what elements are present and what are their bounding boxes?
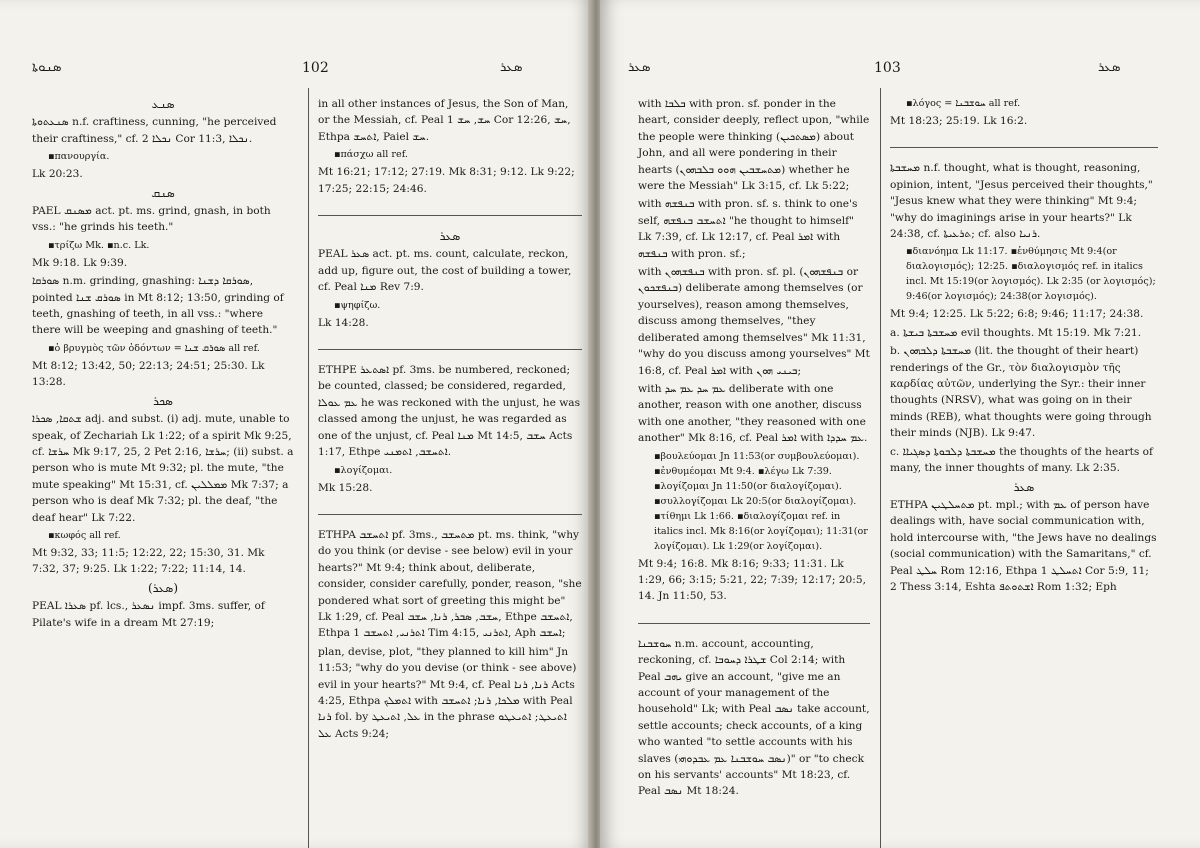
greek-refs: ▪διανόημα Lk 11:17. ▪ἐνθύμησις Mt 9:4(or διαλογισμός); 12:25. ▪διαλογισμός ref. in italics incl. Mt 15:19(or λογισμός). Lk 2:35 (or λογισμός); 9:46(or λογισμός); 24:38(or λογισμός). (906, 246, 1156, 303)
entry-heading: ܣܥܪ (1013, 479, 1035, 494)
entry-text: with ܒܢܦܫܗܘܢ with pron. sf. pl. (ܒܢܦܫܗܘܢ or ܒܢܦܫܟܘܢ) deliberate among themselves (or yourselves), reason among themselves, discuss among themselves, "they deliberated among themselves" Mk 11:31, "why do you discuss among yourselves" Mt 16:8, cf. Peal ܐܡܪ with ܒܝܢܝ ܗܘܢ; (638, 266, 870, 377)
greek-refs: ▪πάσχω all ref. (334, 149, 408, 161)
greek-refs: ▪κωφός all ref. (48, 529, 121, 541)
entry-text: ܫܬܩܐ, ܣܟܪܐ adj. and subst. (i) adj. mute, unable to speak, of Zechariah Lk 1:22; of a spirit Mk 9:25, cf. ܚܪܫܐ Mk 9:17, 25, 2 Pet 2:16, ܚܪܫܐ; (ii) subst. a person who is mute Mt 9:32; pl. the mute, "the mute speaking" Mt 15:31, cf. ܡܡܠܠܝܢ Mk 7:37; a person who is deaf Mk 7:32; pl. the deaf, "the deaf hear" Lk 7:22. (32, 413, 294, 524)
entry-text: plan, devise, plot, "they planned to kill him" Jn 11:53; "why do you devise (or think - see above) evil in your hearts?" Mt 9:4, cf. Peal ܪܢܐ, ܪܢܐ Acts 4:25, Ethpa ܐܬܡܠܟ with ܡܠܟܐ, ܪܢܐ; ܐܬܚܫܒ with Peal ܪܢܐ fol. by ܥܠ, ܐܬܝܥܛ in the phrase ܐܬܝܥܛ; ܐܬܝܥܛܘ ܥܠ Acts 9:24; (318, 645, 577, 740)
entry-text: Mt 8:12; 13:42, 50; 22:13; 24:51; 25:30. Lk 13:28. (32, 359, 265, 389)
entry-text: ܡܚܫܒܬܐ n.f. thought, what is thought, reasoning, opinion, intent, "Jesus perceived their thoughts," "Jesus knew what they were thinking" Mt 9:4; "why do imaginings arise in your hearts?" Lk 24:38, cf. ܬܪܥܝܬܐ; cf. also ܪܢܝܐ. (890, 162, 1153, 241)
entry-text: with ܒܢܦܫܗ with pron. sf. s. think to one's self, ܐܬܚܫܒ ܒܢܦܫܗ "he thought to himself" Lk 7:39, cf. Lk 12:17, cf. Peal ܐܡܪ with ܒܢܦܫܗ with pron. sf.; (638, 198, 858, 260)
greek-refs: ▪λόγος = ܚܘܫܒܢܐ all ref. (906, 98, 1021, 109)
entry-text: Mt 16:21; 17:12; 27:19. Mk 8:31; 9:12. Lk 9:22; 17:25; 22:15; 24:46. (318, 166, 575, 195)
entry-text: in all other instances of Jesus, the Son of Man, or the Messiah, cf. Peal ܚܫ, ܚܫ 1 Cor 12:26, ܚܫ, Ethpa ܐܬܚܫ, Paiel ܚܫ. (318, 98, 571, 143)
column-left (638, 96, 870, 802)
entry-text: PEAL ܣܥܪܐ pf. lcs., ܢܣܥܪ impf. 3ms. suffer, of Pilate's wife in a dream Mt 27:19; (32, 600, 265, 629)
entry-text: Mk 15:28. (318, 481, 373, 494)
entry-text: a. ܡܚܫܒܬܐ ܒܝܫܬܐ evil thoughts. Mt 15:19. Mk 7:21. (890, 326, 1142, 339)
greek-refs: ▪ὁ βρυγμὸς τῶν ὀδόντων = ܣܘܪܩ ܫܢܐ all ref. (48, 342, 260, 354)
column-divider (308, 88, 309, 848)
column-left (32, 96, 294, 633)
entry-text: ܣܢܥܬܘܬܐ n.f. craftiness, cunning, "he perceived their craftiness," cf. ܢܟܠܐ 2 Cor 11:3, ܢܟܠܐ. (32, 116, 277, 145)
section-rule (638, 623, 870, 624)
entry-text: ETHPA ܡܬܚܠܛܝܢ pt. mpl.; with ܥܡ of person have dealings with, have social communication with, hold intercourse with, "the Jews have no dealings (social communication) with the Samaritans," cf. Peal ܚܠܛ Rom 12:16, Ethpa ܐܬܚܠܛ 1 Cor 5:9, 11; 2 Thess 3:14, Eshta ܐܫܬܘܬܦ Rom 1:32; Eph (890, 498, 1157, 593)
entry-heading: ܣܟܪ (153, 393, 173, 408)
entry-heading: ܣܥܪ (439, 229, 461, 244)
entry-text: Mt 9:4; 12:25. Lk 5:22; 6:8; 9:46; 11:17; 24:38. (890, 308, 1144, 321)
entry-text: PEAL ܣܥܪ act. pt. ms. count, calculate, reckon, add up, figure out, the cost of building a tower, cf. Peal ܡܢܐ Rev 7:9. (318, 248, 572, 294)
greek-refs: ▪λογίζομαι. (334, 464, 393, 476)
entry-text: with ܥܡ ܚܕ ܥܡ ܚܕ deliberate with one another, reason with one another, discuss with one another, "they reasoned with one another" Mk 8:16, cf. Peal ܐܡܪ with ܥܡ ܚܕܕܐ. (638, 382, 868, 445)
entry-text: ETHPA ܐܬܚܫܒ pf. 3ms., ܡܬܚܫܒ pt. ms. think, "why do you think (or devise - see below) evil in your hearts?" Mt 9:4; think about, deliberate, consider, consider carefully, ponder, reason, "she pondered what sort of greeting this might be" Lk 1:29, cf. Peal ܚܫܒ, ܣܒܪ, ܪܢܐ, ܚܫܒ, Ethpe ܐܬܚܫܒ, Ethpa ܐܬܪܢܝ, ܐܬܚܫܒ 1 Tim 4:15, ܐܬܪܢܝ, Aph ܐܚܫܒ; (318, 528, 582, 640)
section-rule (318, 349, 582, 350)
running-head-right: ܣܥܪ (1098, 60, 1121, 75)
column-divider (880, 88, 881, 848)
entry-text: ܣܘܪܩܐ n.m. grinding, gnashing: ܣܘܪܩܐ ܕܫܢܐ, pointed ܣܘܪܩ ܫܢܐ in Mt 8:12; 13:50, grinding of teeth, gnashing of teeth, in all vss.: "where there will be weeping and gnashing of teeth." (32, 275, 284, 337)
greek-refs: ▪τρίζω Mk. ▪n.c. Lk. (48, 239, 150, 251)
section-rule (890, 147, 1158, 148)
entry-heading: ܣܢܩ (151, 185, 175, 200)
running-head-left: ܣܥܪ (628, 60, 651, 75)
section-rule (318, 514, 582, 515)
entry-text: Lk 20:23. (32, 168, 83, 181)
running-head-right: ܣܥܪ (500, 60, 523, 75)
left-page (0, 0, 592, 848)
entry-text: Mt 9:32, 33; 11:5; 12:22, 22; 15:30, 31. Mk 7:32, 37; 9:25. Lk 1:22; 7:22; 11:14, 14. (32, 546, 265, 576)
entry-text: Mt 18:23; 25:19. Lk 16:2. (890, 115, 1028, 127)
entry-heading: ܣܢܥ (151, 97, 175, 111)
entry-text: ETHPE ܐܣܬܥܪ pf. 3ms. be numbered, reckoned; be counted, classed; be considered, regarded, ܥܡ ܥܘܠܐ he was reckoned with the unjust, he was classed among the unjust, he was regarded as one of the unjust, cf. Peal ܡܢܐ Mt 14:5, ܚܫܒ Acts 1:17, Ethpe ܐܬܚܫܒ, ܐܬܡܢܝ. (318, 364, 581, 459)
entry-text: c. ܡܚܫܒܬܐ ܕܠܒܘܬܐ ܕܣܓܝܐܐ the thoughts of the hearts of many, the inner thoughts of many. Lk 2:35. (890, 445, 1153, 475)
section-rule (318, 215, 582, 216)
entry-text: Mt 9:4; 16:8. Mk 8:16; 9:33; 11:31. Lk 1:29, 66; 3:15; 5:21, 22; 7:39; 12:17; 20:5, 14. Jn 11:50, 53. (638, 557, 866, 603)
right-page (600, 0, 1200, 848)
column-right (318, 96, 582, 744)
page-number: 102 (302, 60, 329, 76)
entry-text: b. ܡܚܫܒܬܐ ܕܠܒܗܘܢ (lit. the thought of their heart) renderings of the Gr., τὸν διαλογισμὸν τῆς καρδίας αὐτῶν, underlying the Syr.: their inner thoughts (NRSV), what was going on in their minds (REB), what thoughts were going through their minds (NJB). Lk 9:47. (890, 345, 1152, 440)
entry-text: with ܒܠܒܐ with pron. sf. ponder in the heart, consider deeply, reflect upon, "while the people were thinking (ܡܣܬܟܝܢ) about John, and all were pondering in their hearts (ܡܬܚܫܒܝܢ ܗܘܘ ܒܠܒܗܘܢ) whether he were the Messiah" Lk 3:15, cf. Lk 5:22; (638, 98, 870, 193)
greek-refs: ▪βουλεύομαι Jn 11:53(or συμβουλεύομαι). ▪ἐνθυμέομαι Mt 9:4. ▪λέγω Lk 7:39. ▪λογίζομαι Jn 11:50(or διαλογίζομαι). ▪συλλογίζομαι Lk 20:5(or διαλογίζομαι). ▪τίθημι Lk 1:66. ▪διαλογίζομαι ref. in italics incl. Mk 8:16(or λογίζομαι); 11:31(or λογίζομαι). Lk 1:29(or λογίζομαι). (654, 450, 868, 552)
column-right (890, 96, 1158, 597)
entry-text: Lk 14:28. (318, 316, 369, 329)
entry-text: ܚܘܫܒܢܐ n.m. account, accounting, reckoning, cf. ܫܛܪܐ ܕܚܘܒܐ Col 2:14; with Peal ܝܗܒ give an account, "give me an account of your management of the household" Lk; with Peal ܢܣܒ take account, settle accounts; check accounts, of a king who wanted "to settle accounts with his slaves (ܢܣܒ ܚܘܫܒܢܐ ܥܡ ܥܒܕܘܗܝ)" or "to check on his servants' accounts" Mt 18:23, cf. Peal ܢܣܒ Mt 18:24. (638, 637, 870, 798)
entry-text: PAEL ܡܣܢܩ act. pt. ms. grind, gnash, in both vss.: "he grinds his teeth." (32, 205, 271, 234)
greek-refs: ▪πανουργία. (48, 151, 110, 163)
running-head-left: ܣܢܘܬܐ (32, 60, 62, 75)
entry-heading: (ܣܥܪ) (147, 580, 179, 595)
entry-text: Mk 9:18. Lk 9:39. (32, 256, 128, 269)
page-number: 103 (874, 60, 901, 76)
greek-refs: ▪ψηφίζω. (334, 299, 381, 311)
